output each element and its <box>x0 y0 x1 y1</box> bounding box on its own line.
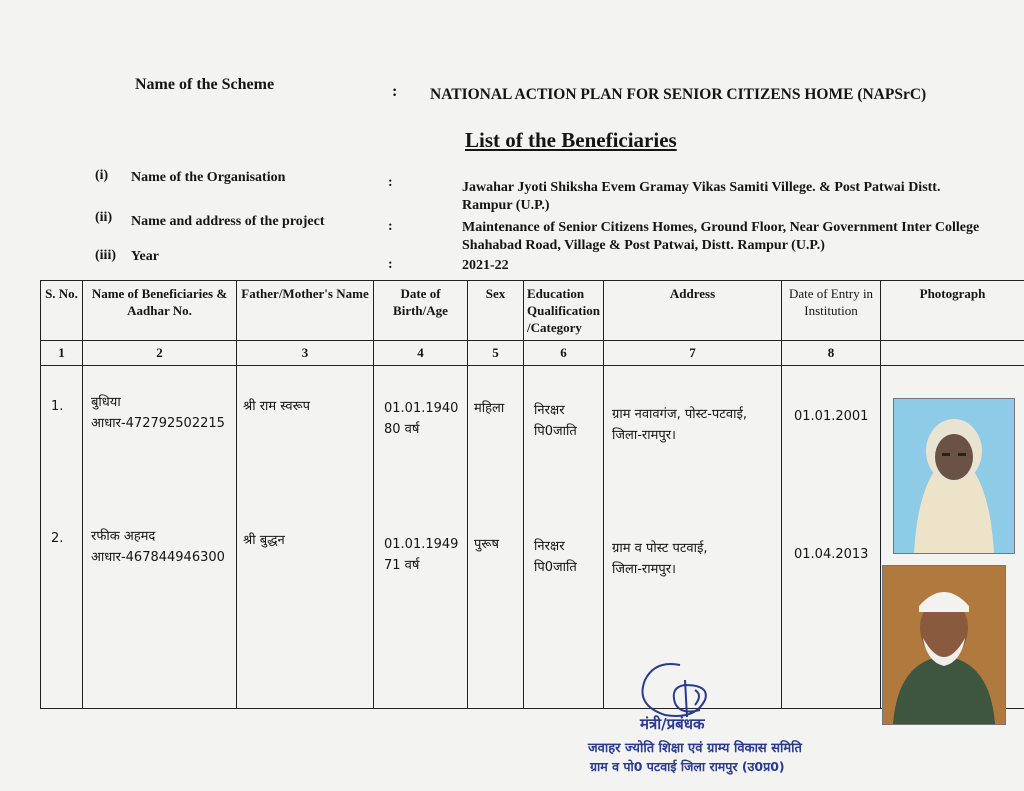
list-title: List of the Beneficiaries <box>465 128 677 152</box>
dob-cell <box>374 366 468 709</box>
scheme-value: NATIONAL ACTION PLAN FOR SENIOR CITIZENS HOME (NAPSrC) <box>430 86 927 103</box>
row-2-age: 71 वर्ष <box>384 558 420 573</box>
col-header-sno: S. No. <box>41 281 83 341</box>
row-1-name: बुधिया <box>91 395 121 410</box>
table-body-row <box>41 366 1024 709</box>
col-header-address: Address <box>604 281 782 341</box>
parent-cell <box>237 366 374 709</box>
photo-beneficiary-2 <box>882 565 1006 725</box>
stamp-title: मंत्री/प्रबंधक <box>640 715 705 733</box>
year-value: 2021-22 <box>462 258 509 273</box>
scheme-colon: : <box>392 83 398 100</box>
col-header-name: Name of Beneficiaries & Aadhar No. <box>83 281 237 341</box>
row-1-education: निरक्षर <box>534 403 565 418</box>
col-header-photo: Photograph <box>881 281 1024 341</box>
row-1-category: पि0जाति <box>534 424 577 439</box>
row-1-address-line1: ग्राम नवावगंज, पोस्ट-पटवाई, <box>612 407 747 422</box>
col-header-education: Education Qualification /Category <box>524 281 604 341</box>
org-label: Name of the Organisation <box>131 170 286 185</box>
row-2-education: निरक्षर <box>534 539 565 554</box>
col-num: 3 <box>237 341 374 366</box>
row-1-sex: महिला <box>474 401 505 416</box>
row-1-age: 80 वर्ष <box>384 422 420 437</box>
photo-beneficiary-1 <box>893 398 1015 554</box>
stamp-line-2: ग्राम व पो0 पटवाई जिला रामपुर (उ0प्र0) <box>590 759 785 774</box>
woman-portrait-icon <box>894 399 1014 553</box>
row-2-aadhar: आधार-467844946300 <box>91 550 225 565</box>
col-num: 7 <box>604 341 782 366</box>
row-1-parent: श्री राम स्वरूप <box>243 399 311 414</box>
row-2-parent: श्री बुद्धन <box>243 533 285 548</box>
row-1-dob: 01.01.1940 <box>384 401 459 416</box>
col-header-parent: Father/Mother's Name <box>237 281 374 341</box>
col-header-sex: Sex <box>468 281 524 341</box>
project-value: Maintenance of Senior Citizens Homes, Ground Floor, Near Government Inter College Shahabad Road, Village & Post Patwai, Distt. Rampur (U.P.) <box>462 220 980 253</box>
col-num: 2 <box>83 341 237 366</box>
education-cell <box>524 366 604 709</box>
org-colon: : <box>388 175 393 190</box>
scheme-label: Name of the Scheme <box>135 76 275 93</box>
year-label: Year <box>131 249 159 264</box>
col-num: 8 <box>782 341 881 366</box>
row-2-name: रफीक अहमद <box>91 529 156 544</box>
col-num: 1 <box>41 341 83 366</box>
sex-cell <box>468 366 524 709</box>
col-num <box>881 341 1024 366</box>
col-header-dob: Date of Birth/Age <box>374 281 468 341</box>
col-num: 4 <box>374 341 468 366</box>
column-number-row <box>41 341 1024 366</box>
row-2-address-line1: ग्राम व पोस्ट पटवाई, <box>612 541 708 556</box>
row-2-dob: 01.01.1949 <box>384 537 459 552</box>
col-header-entry: Date of Entry in Institution <box>782 281 881 341</box>
meta-num-2: (ii) <box>95 210 113 225</box>
row-2-category: पि0जाति <box>534 560 577 575</box>
meta-num-3: (iii) <box>95 248 116 263</box>
row-1-aadhar: आधार-472792502215 <box>91 416 225 431</box>
man-portrait-icon <box>883 566 1005 724</box>
name-cell <box>83 366 237 709</box>
header-row <box>41 281 1024 341</box>
year-colon: : <box>388 257 393 272</box>
row-1-address-line2: जिला-रामपुर। <box>612 428 676 443</box>
org-value: Jawahar Jyoti Shiksha Evem Gramay Vikas Samiti Villege. & Post Patwai Distt. Rampur (U.P.) <box>462 180 941 213</box>
row-2-sex: पुरूष <box>474 537 499 552</box>
project-label: Name and address of the project <box>131 214 325 229</box>
row-1-entry-date: 01.01.2001 <box>794 409 869 424</box>
project-colon: : <box>388 219 393 234</box>
entry-cell <box>782 366 881 709</box>
beneficiaries-table <box>40 280 1024 709</box>
col-num: 5 <box>468 341 524 366</box>
stamp-line-1: जवाहर ज्योति शिक्षा एवं ग्राम्य विकास समिति <box>588 741 802 756</box>
row-2-address-line2: जिला-रामपुर। <box>612 562 676 577</box>
meta-num-1: (i) <box>95 168 109 183</box>
col-num: 6 <box>524 341 604 366</box>
row-2-sno: 2. <box>51 531 64 546</box>
row-1-sno: 1. <box>51 399 64 414</box>
sno-cell <box>41 366 83 709</box>
row-2-entry-date: 01.04.2013 <box>794 547 869 562</box>
